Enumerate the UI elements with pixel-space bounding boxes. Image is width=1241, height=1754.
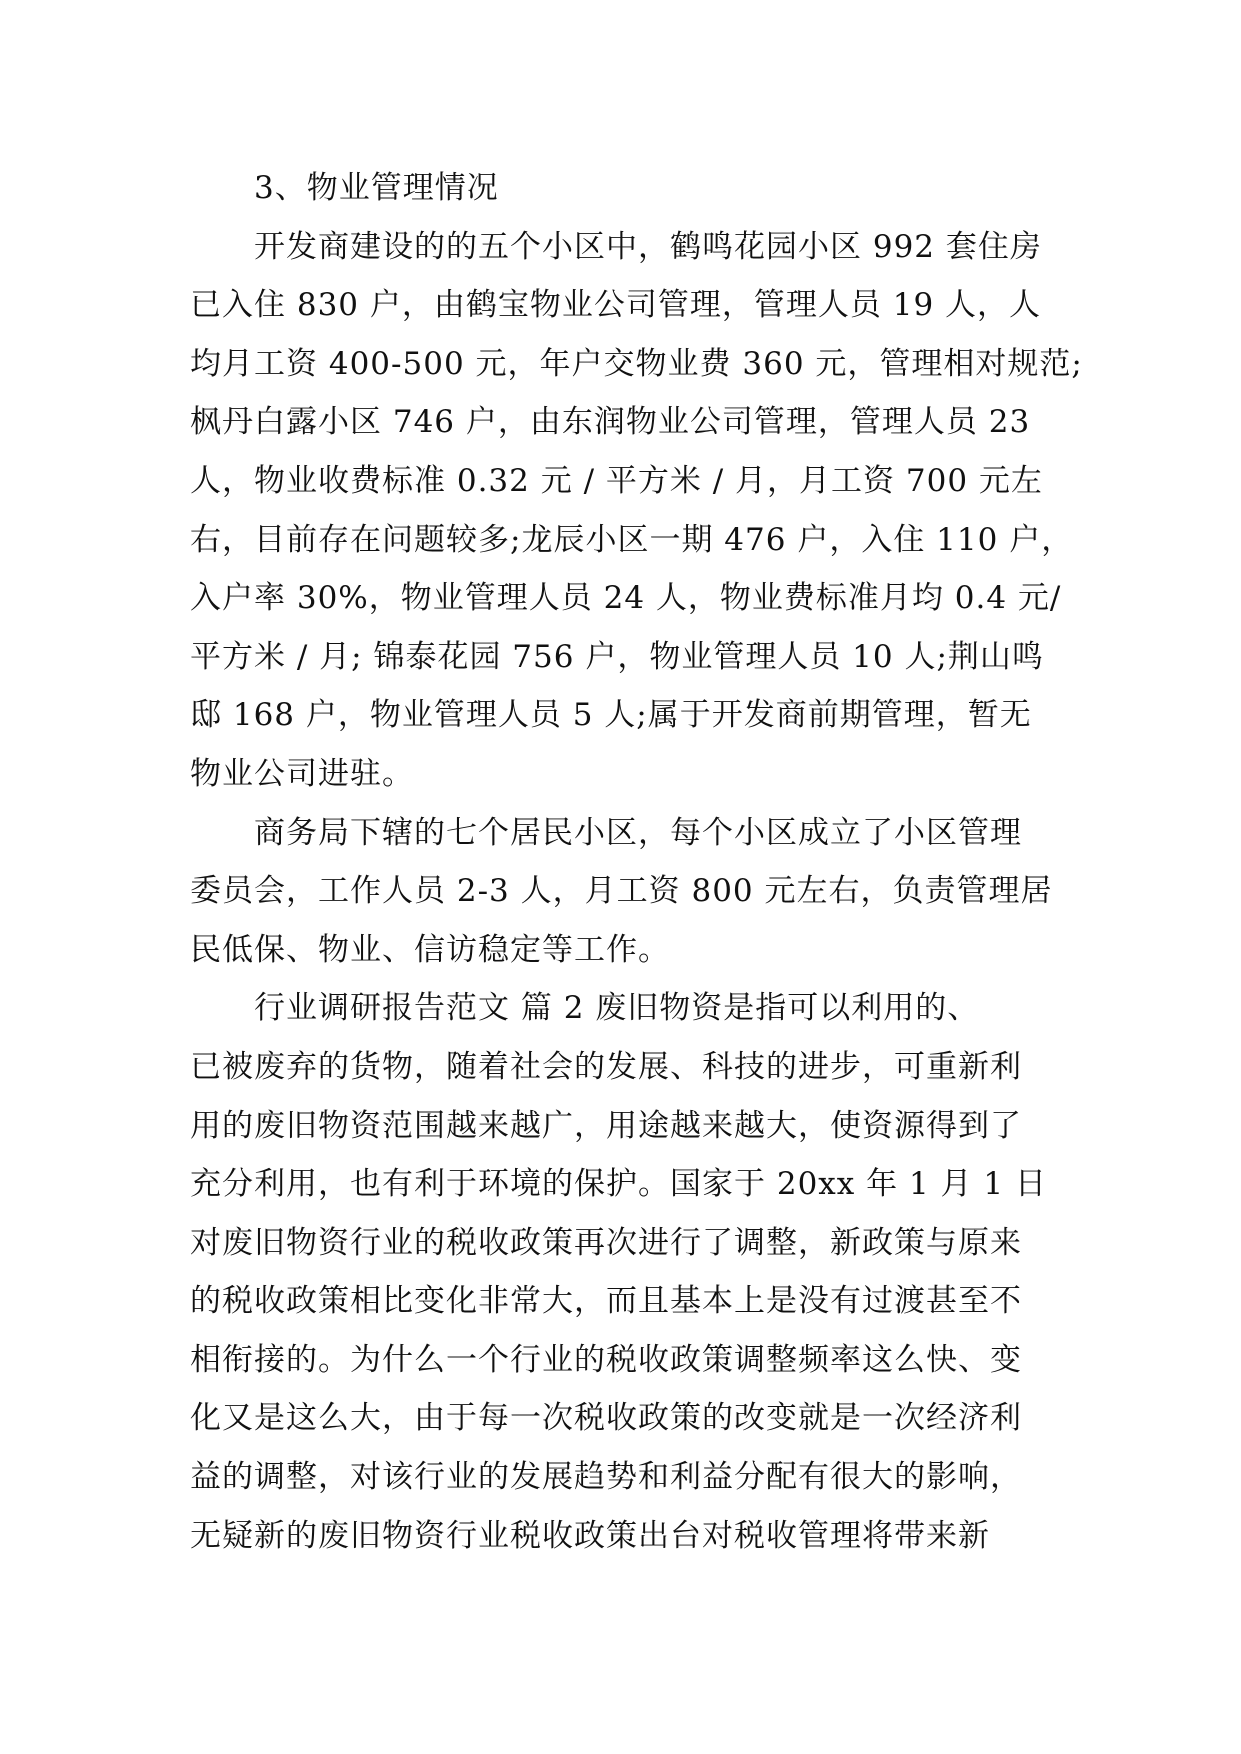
paragraph-line: 民低保、物业、信访稳定等工作。: [190, 931, 670, 968]
paragraph-line: 的税收政策相比变化非常大，而且基本上是没有过渡甚至不: [190, 1283, 1022, 1320]
paragraph-line: 商务局下辖的七个居民小区，每个小区成立了小区管理: [254, 814, 1022, 851]
paragraph-line: 已被废弃的货物，随着社会的发展、科技的进步，可重新利: [190, 1048, 1022, 1085]
document-body: [190, 159, 1083, 1565]
paragraph-line: 无疑新的废旧物资行业税收政策出台对税收管理将带来新: [190, 1517, 990, 1554]
paragraph-line: 益的调整，对该行业的发展趋势和利益分配有很大的影响，: [190, 1459, 1022, 1496]
paragraph-line: 化又是这么大，由于每一次税收政策的改变就是一次经济利: [190, 1400, 1022, 1437]
section-heading: 3、物业管理情况: [254, 170, 499, 206]
paragraph-line: 邸 168 户，物业管理人员 5 人;属于开发商前期管理，暂无: [190, 697, 1032, 734]
paragraph-line: 人，物业收费标准 0.32 元 / 平方米 / 月，月工资 700 元左: [190, 462, 1043, 499]
paragraph-line: 用的废旧物资范围越来越广，用途越来越大，使资源得到了: [190, 1107, 1022, 1144]
paragraph-line: 相衔接的。为什么一个行业的税收政策调整频率这么快、变: [190, 1341, 1022, 1378]
paragraph-line: 物业公司进驻。: [190, 755, 414, 792]
paragraph-line: 均月工资 400-500 元，年户交物业费 360 元，管理相对规范;: [190, 345, 1083, 382]
paragraph-line: 枫丹白露小区 746 户，由东润物业公司管理，管理人员 23: [190, 404, 1031, 441]
paragraph-line: 平方米 / 月; 锦泰花园 756 户，物业管理人员 10 人;荆山鸣: [190, 638, 1044, 675]
paragraph-line: 行业调研报告范文 篇 2 废旧物资是指可以利用的、: [254, 990, 980, 1027]
paragraph-line: 委员会，工作人员 2-3 人，月工资 800 元左右，负责管理居: [190, 873, 1053, 910]
paragraph-line: 已入住 830 户，由鹤宝物业公司管理，管理人员 19 人，人: [190, 287, 1042, 324]
paragraph-line: 开发商建设的的五个小区中，鹤鸣花园小区 992 套住房: [254, 228, 1042, 265]
paragraph-line: 右，目前存在问题较多;龙辰小区一期 476 户，入住 110 户，: [190, 521, 1074, 558]
paragraph-line: 对废旧物资行业的税收政策再次进行了调整，新政策与原来: [190, 1224, 1022, 1261]
paragraph-line: 充分利用，也有利于环境的保护。国家于 20xx 年 1 月 1 日: [190, 1166, 1047, 1203]
paragraph-line: 入户率 30%，物业管理人员 24 人，物业费标准月均 0.4 元/: [190, 580, 1062, 617]
